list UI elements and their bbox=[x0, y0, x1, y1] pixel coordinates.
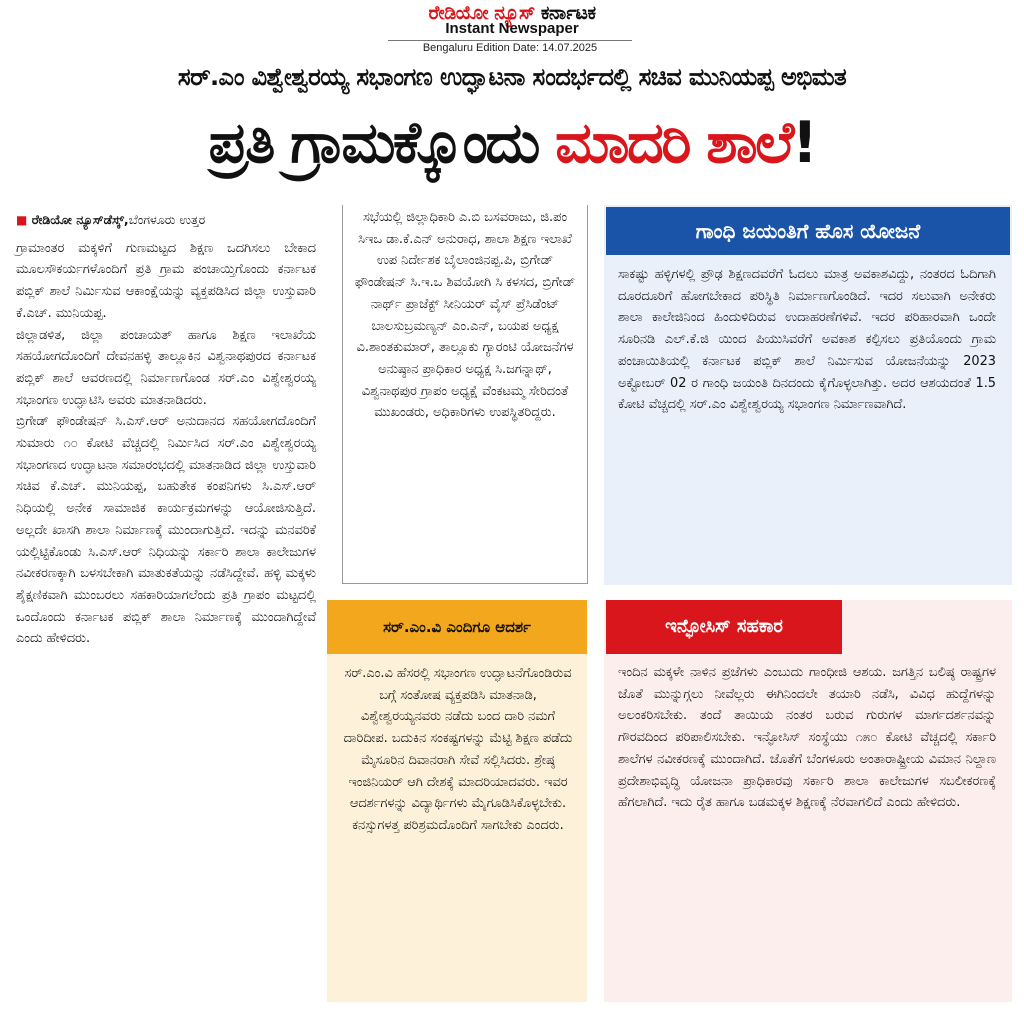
masthead bbox=[0, 2, 1024, 35]
byline-place: ಬೆಂಗಳೂರು ಉತ್ತರ bbox=[128, 212, 206, 227]
infosys-box-text: ಇಂದಿನ ಮಕ್ಕಳೇ ನಾಳಿನ ಪ್ರಜೆಗಳು ಎಂಬುದು ಗಾಂಧೀಜಿ ಆಶಯ. ಜಗತ್ತಿನ ಬಲಿಷ್ಠ ರಾಷ್ಟ್ರಗಳ ಜೊತೆ ಮುನ್ನುಗ್ಗಲು ನೀವೆಲ್ಲರು ಈಗಿನಿಂದಲೇ ತಯಾರಿ ನಡೆಸಿ, ವಿವಿಧ ಹುದ್ದೆಗಳನ್ನು ಅಲಂಕರಿಸಬೇಕು. ತಂದೆ ತಾಯಿಯ ನಂತರ ಬರುವ ಗುರುಗಳ ಮಾರ್ಗದರ್ಶನವನ್ನು ಗೌರವದಿಂದ ಪರಿಪಾಲಿಸಬೇಕು. ಇನ್ಫೋಸಿಸ್ ಸಂಸ್ಥೆಯು ೧೫೦ ಕೋಟಿ ವೆಚ್ಚದಲ್ಲಿ ಸರ್ಕಾರಿ ಶಾಲೆಗಳ ನವೀಕರಣಕ್ಕೆ ಮುಂದಾಗಿದೆ. ಜೊತೆಗೆ ಬೆಂಗಳೂರು ಅಂತಾರಾಷ್ಟ್ರೀಯ ವಿಮಾನ ನಿಲ್ದಾಣ ಪ್ರದೇಶಾಭಿವೃದ್ಧಿ ಯೋಜನಾ ಪ್ರಾಧಿಕಾರವು ಸರ್ಕಾರಿ ಶಾಲಾ ಕಾಲೇಜುಗಳ ಸಬಲೀಕರಣಕ್ಕೆ ಹೆಗಲಾಗಿದೆ. ಇದು ರೈತ ಹಾಗೂ ಬಡಮಕ್ಕಳ ಶಿಕ್ಷಣಕ್ಕೆ ನೆರವಾಗಲಿದೆ ಎಂದು ಹೇಳಿದರು. bbox=[618, 665, 996, 811]
headline-black: ಪ್ರತಿ ಗ್ರಾಮಕ್ಕೊಂದು bbox=[208, 110, 556, 176]
gandhi-box-text: ಸಾಕಷ್ಟು ಹಳ್ಳಿಗಳಲ್ಲಿ ಪ್ರೌಢ ಶಿಕ್ಷಣದವರೆಗೆ ಓದಲು ಮಾತ್ರ ಅವಕಾಶವಿದ್ದು, ನಂತರದ ಓದಿಗಾಗಿ ದೂರದೂರಿಗೆ ಹೋಗಬೇಕಾದ ಪರಿಸ್ಥಿತಿ ನಿರ್ಮಾಣಗೊಂಡಿದೆ. ಇದರ ಸಲುವಾಗಿ ಅನೇಕರು ಶಾಲಾ ಕಾಲೇಜಿನಿಂದ ಹಿಂದುಳಿದಿರುವ ಉದಾಹರಣೆಗಳಿವೆ. ಇದರ ಪರಿಹಾರವಾಗಿ ಒಂದೇ ಸೂರಿನಡಿ ಎಲ್.ಕೆ.ಜಿ ಯಿಂದ ಪಿಯುಸಿವರೆಗೆ ಅವಕಾಶ ಕಲ್ಪಿಸಲು ಪ್ರತಿಯೊಂದು ಗ್ರಾಮ ಪಂಚಾಯಿತಿಯಲ್ಲಿ ಕರ್ನಾಟಕ ಪಬ್ಲಿಕ್ ಶಾಲೆ ನಿರ್ಮಿಸುವ ಯೋಜನೆಯನ್ನು 2023 ಅಕ್ಟೋಬರ್ 02 ರ ಗಾಂಧಿ ಜಯಂತಿ ದಿನದಂದು ಕೈಗೊಳ್ಳಲಾಗಿತ್ತು. ಅದರ ಆಶಯದಂತೆ 1.5 ಕೋಟಿ ವೆಚ್ಚದಲ್ಲಿ ಸರ್.ಎಂ ವಿಶ್ವೇಶ್ವರಯ್ಯ ಸಭಾಂಗಣ ನಿರ್ಮಾಣವಾಗಿದೆ. bbox=[618, 267, 996, 413]
kicker-headline: ಸರ್.ಎಂ ವಿಶ್ವೇಶ್ವರಯ್ಯ ಸಭಾಂಗಣ ಉದ್ಘಾಟನಾ ಸಂದರ್ಭದಲ್ಲಿ ಸಚಿವ ಮುನಿಯಪ್ಪ ಅಭಿಮತ bbox=[177, 63, 847, 91]
headline-mark: ! bbox=[791, 110, 816, 176]
story-continuation-box bbox=[342, 205, 588, 584]
gandhi-box-heading: ಗಾಂಧಿ ಜಯಂತಿಗೆ ಹೊಸ ಯೋಜನೆ bbox=[606, 207, 1010, 255]
brand-name-red: ರೇಡಿಯೋ ನ್ಯೂಸ್ bbox=[428, 2, 535, 24]
main-headline bbox=[0, 102, 1024, 184]
byline-source: ರೇಡಿಯೋ ನ್ಯೂಸ್‌ಡೆಸ್ಕ್, bbox=[31, 212, 129, 227]
brand-name-black: ಕರ್ನಾಟಕ bbox=[534, 2, 596, 24]
story-paragraph: ಗ್ರಾಮಾಂತರ ಮಕ್ಕಳಿಗೆ ಗುಣಮಟ್ಟದ ಶಿಕ್ಷಣ ಒದಗಿಸಲು ಬೇಕಾದ ಮೂಲಸೌಕರ್ಯಗಳೊಂದಿಗೆ ಪ್ರತಿ ಗ್ರಾಮ ಪಂಚಾಯ್ತಿಗೊಂದು ಕರ್ನಾಟಕ ಪಬ್ಲಿಕ್ ಶಾಲೆ ನಿರ್ಮಿಸುವ ಆಕಾಂಕ್ಷೆಯನ್ನು ವ್ಯಕ್ತಪಡಿಸಿದ ಜಿಲ್ಲಾ ಉಸ್ತುವಾರಿ ಕೆ.ಎಚ್. ಮುನಿಯಪ್ಪ. bbox=[16, 240, 316, 321]
headline-red: ಮಾದರಿ ಶಾಲೆ bbox=[555, 110, 792, 176]
infosys-box-heading: ಇನ್ಫೋಸಿಸ್ ಸಹಕಾರ bbox=[606, 600, 842, 654]
mv-box-text: ಸರ್.ಎಂ.ವಿ ಹೆಸರಲ್ಲಿ ಸಭಾಂಗಣ ಉದ್ಘಾಟನೆಗೊಂಡಿರುವ ಬಗ್ಗೆ ಸಂತೋಷ ವ್ಯಕ್ತಪಡಿಸಿ ಮಾತನಾಡಿ, ವಿಶ್ವೇಶ್ವರಯ್ಯನವರು ನಡೆದು ಬಂದ ದಾರಿ ನಮಗೆ ದಾರಿದೀಪ. ಬದುಕಿನ ಸಂಕಷ್ಟಗಳನ್ನು ಮೆಟ್ಟಿ ಶಿಕ್ಷಣ ಪಡೆದು ಮೈಸೂರಿನ ದಿವಾನರಾಗಿ ಸೇವೆ ಸಲ್ಲಿಸಿದರು. ಶ್ರೇಷ್ಠ ಇಂಜಿನಿಯರ್ ಆಗಿ ದೇಶಕ್ಕೆ ಮಾದರಿಯಾದವರು. ಇವರ ಆದರ್ಶಗಳನ್ನು ವಿದ್ಯಾರ್ಥಿಗಳು ಮೈಗೂಡಿಸಿಕೊಳ್ಳಬೇಕು. ಕನಸ್ಸುಗಳತ್ತ ಪರಿಶ್ರಮದೊಂದಿಗೆ ಸಾಗಬೇಕು ಎಂದರು. bbox=[343, 666, 573, 833]
story-continuation: ಸಭೆಯಲ್ಲಿ ಜಿಲ್ಲಾಧಿಕಾರಿ ಎ.ಬಿ ಬಸವರಾಜು, ಜಿ.ಪಂ ಸಿಇಒ ಡಾ.ಕೆ.ಎನ್ ಅನುರಾಧ, ಶಾಲಾ ಶಿಕ್ಷಣ ಇಲಾಖೆ ಉಪ ನಿರ್ದೇಶಕ ಬೈಲಾಂಜಿನಪ್ಪ.ಪಿ, ಬ್ರಿಗೇಡ್ ಫೌಂಡೇಷನ್ ಸಿ.ಇ.ಒ ಶಿವಯೋಗಿ ಸಿ ಕಳಸದ, ಬ್ರಿಗೇಡ್ ನಾರ್ಥ್ ಪ್ರಾಜೆಕ್ಟ್ ಸೀನಿಯರ್ ವೈಸ್ ಪ್ರೆಸಿಡೆಂಟ್ ಬಾಲಸುಬ್ರಮಣ್ಯನ್ ಎಂ.ಎನ್, ಬಯಪ ಅಧ್ಯಕ್ಷ ವಿ.ಶಾಂತಕುಮಾರ್, ತಾಲ್ಲೂಕು ಗ್ಯಾರಂಟಿ ಯೋಜನೆಗಳ ಅನುಷ್ಠಾನ ಪ್ರಾಧಿಕಾರ ಅಧ್ಯಕ್ಷ ಸಿ.ಜಗನ್ನಾಥ್, ವಿಶ್ವನಾಥಪುರ ಗ್ರಾಪಂ ಅಧ್ಯಕ್ಷೆ ವೆಂಕಟಮ್ಮ ಸೇರಿದಂತೆ ಮುಖಂಡರು, ಅಧಿಕಾರಿಗಳು ಉಪಸ್ಥಿತರಿದ್ದರು. bbox=[354, 210, 576, 421]
byline bbox=[16, 209, 316, 232]
mv-box-heading: ಸರ್.ಎಂ.ವಿ ಎಂದಿಗೂ ಆದರ್ಶ bbox=[327, 600, 587, 654]
main-story-column bbox=[16, 209, 316, 650]
byline-bullet-icon: ■ bbox=[16, 213, 28, 227]
story-paragraph: ಜಿಲ್ಲಾಡಳಿತ, ಜಿಲ್ಲಾ ಪಂಚಾಯತ್ ಹಾಗೂ ಶಿಕ್ಷಣ ಇಲಾಖೆಯ ಸಹಯೋಗದೊಂದಿಗೆ ದೇವನಹಳ್ಳಿ ತಾಲ್ಲೂಕಿನ ವಿಶ್ವನಾಥಪುರದ ಕರ್ನಾಟಕ ಪಬ್ಲಿಕ್ ಶಾಲೆ ಆವರಣದಲ್ಲಿ ನಿರ್ಮಾಣಗೊಂಡ ಸರ್.ಎಂ ವಿಶ್ವೇಶ್ವರಯ್ಯ ಸಭಾಂಗಣ ಉದ್ಘಾಟಿಸಿ ಅವರು ಮಾತನಾಡಿದರು. bbox=[16, 327, 316, 408]
story-paragraph: ಬ್ರಿಗೇಡ್ ಫೌಂಡೇಷನ್ ಸಿ.ಎಸ್.ಆರ್ ಅನುದಾನದ ಸಹಯೋಗದೊಂದಿಗೆ ಸುಮಾರು ೧೦ ಕೋಟಿ ವೆಚ್ಚದಲ್ಲಿ ನಿರ್ಮಿಸಿದ ಸರ್.ಎಂ ವಿಶ್ವೇಶ್ವರಯ್ಯ ಸಭಾಂಗಣದ ಉದ್ಘಾಟನಾ ಸಮಾರಂಭದಲ್ಲಿ ಮಾತನಾಡಿದ ಜಿಲ್ಲಾ ಉಸ್ತುವಾರಿ ಸಚಿವ ಕೆ.ಎಚ್. ಮುನಿಯಪ್ಪ, ಬಹುತೇಕ ಕಂಪನಿಗಳು ಸಿ.ಎಸ್.ಆರ್ ನಿಧಿಯಲ್ಲಿ ಅನೇಕ ಸಾಮಾಜಿಕ ಕಾರ್ಯಕ್ರಮಗಳನ್ನು ಆಯೋಜಿಸುತ್ತಿದೆ. ಅಲ್ಲದೇ ಖಾಸಗಿ ಶಾಲಾ ನಿರ್ಮಾಣಕ್ಕೆ ಮುಂದಾಗುತ್ತಿದೆ. ಇದನ್ನು ಮನವರಿಕೆ ಯಲ್ಲಿಟ್ಟಿಕೊಂಡು ಸಿ.ಎಸ್.ಆರ್ ನಿಧಿಯನ್ನು ಸರ್ಕಾರಿ ಶಾಲಾ ಕಾಲೇಜುಗಳ ನವೀಕರಣಕ್ಕಾಗಿ ಬಳಸಬೇಕಾಗಿ ಮಾತುಕತೆಯನ್ನು ನಡೆಸಿದ್ದೇವೆ. ಹಳ್ಳಿ ಮಕ್ಕಳು ಶೈಕ್ಷಣಿಕವಾಗಿ ಮುಂಬರಲು ಸಹಕಾರಿಯಾಗಲೆಂದು ಪ್ರತಿ ಗ್ರಾಪಂ ಮಟ್ಟದಲ್ಲಿ ಒಂದೊಂದು ಕರ್ನಾಟಕ ಪಬ್ಲಿಕ್ ಶಾಲಾ ನಿರ್ಮಾಣಕ್ಕೆ ಮುಂದಾಗಿದ್ದೇವೆ ಎಂದು ಹೇಳಿದರು. bbox=[16, 414, 316, 647]
edition-date: Bengaluru Edition Date: 14.07.2025 bbox=[422, 42, 598, 54]
brand-tagline: Instant Newspaper bbox=[445, 20, 579, 37]
edition-bar bbox=[388, 40, 632, 55]
